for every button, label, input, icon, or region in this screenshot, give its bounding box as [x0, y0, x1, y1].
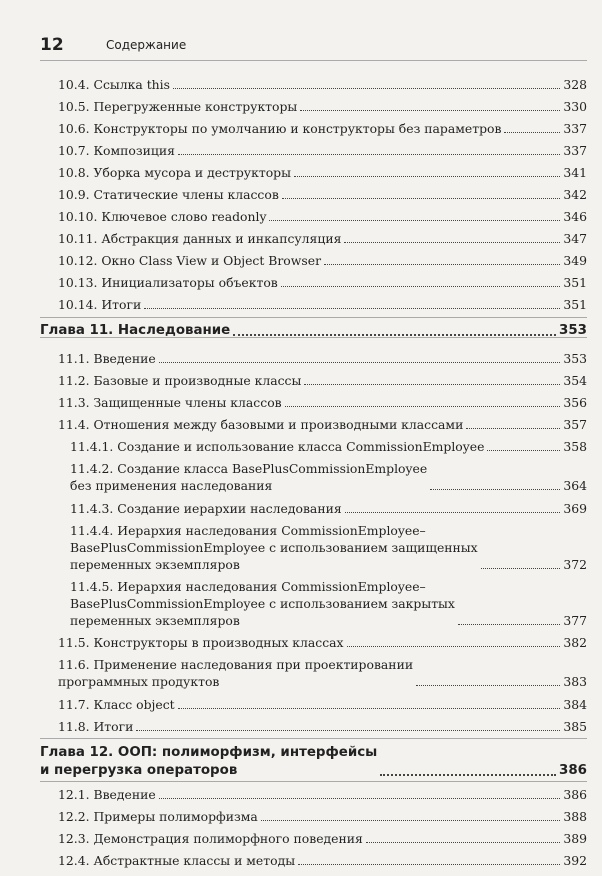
toc-entry-title: 11.4.3. Создание иерархии наследования	[70, 501, 342, 516]
dot-leader	[487, 450, 560, 451]
toc-entry-title: 11.4.1. Создание и использование класса CommissionEmployee	[70, 439, 485, 454]
toc-entry-title: 11.4. Отношения между базовыми и производными классами	[58, 417, 464, 432]
page-number: 12	[40, 35, 64, 55]
toc-entry[interactable]	[58, 274, 587, 291]
toc-entry-page: 353	[563, 351, 587, 366]
dot-leader	[366, 842, 561, 843]
toc-entry[interactable]	[58, 350, 587, 367]
toc-entry-page: 351	[563, 297, 587, 312]
toc-entry-title: 10.7. Композиция	[58, 143, 175, 158]
toc-entry[interactable]	[58, 208, 587, 225]
toc-chapter[interactable]	[40, 322, 587, 340]
toc-entry-title: 10.13. Инициализаторы объектов	[58, 275, 278, 290]
toc-entry[interactable]	[70, 522, 587, 573]
dot-leader	[282, 198, 561, 199]
toc-entry-page: 382	[563, 635, 587, 650]
dot-leader	[294, 176, 560, 177]
dot-leader	[269, 220, 560, 221]
toc-entry[interactable]	[70, 438, 587, 455]
toc-entry[interactable]	[58, 808, 587, 825]
dot-leader	[345, 512, 561, 513]
toc-entry-page: 386	[559, 763, 587, 778]
toc-entry-page: 389	[563, 831, 587, 846]
toc-entry-page: 385	[563, 719, 587, 734]
dot-leader	[300, 110, 560, 111]
toc-entry[interactable]	[58, 76, 587, 93]
toc-entry-title: 10.14. Итоги	[58, 297, 142, 312]
dot-leader	[430, 489, 560, 490]
dot-leader	[324, 264, 560, 265]
toc-entry-title: 11.4.2. Создание класса BasePlusCommissionEmployee без применения наследования	[70, 461, 428, 493]
toc-entry[interactable]	[58, 416, 587, 433]
dot-leader	[504, 132, 560, 133]
toc-entry[interactable]	[58, 164, 587, 181]
toc-entry-title: 10.11. Абстракция данных и инкапсуляция	[58, 231, 342, 246]
toc-entry-page: 347	[563, 231, 587, 246]
dot-leader	[481, 568, 561, 569]
toc-entry-title: 11.3. Защищенные члены классов	[58, 395, 282, 410]
toc-entry[interactable]	[58, 394, 587, 411]
toc-entry[interactable]	[58, 830, 587, 847]
dot-leader	[144, 308, 560, 309]
toc-entry[interactable]	[58, 296, 587, 313]
toc-entry[interactable]	[58, 656, 587, 690]
toc-entry-title: 10.5. Перегруженные конструкторы	[58, 99, 298, 114]
dot-leader	[285, 406, 561, 407]
toc-entry-title: Глава 11. Наследование	[40, 323, 231, 338]
chapter-rule	[40, 317, 587, 318]
toc-entry-title: 12.2. Примеры полиморфизма	[58, 809, 258, 824]
toc-entry-title: 10.8. Уборка мусора и деструкторы	[58, 165, 291, 180]
dot-leader	[159, 362, 561, 363]
toc-entry-page: 364	[563, 478, 587, 493]
toc-entry[interactable]	[58, 142, 587, 159]
dot-leader	[466, 428, 560, 429]
toc-entry-page: 377	[563, 613, 587, 628]
toc-entry-page: 358	[563, 439, 587, 454]
toc-entry-page: 337	[563, 143, 587, 158]
toc-entry-title: 11.4.5. Иерархия наследования CommissionEmployee– BasePlusCommissionEmployee с использованием закрытых переменных экземпляров	[70, 579, 455, 628]
toc-entry[interactable]	[58, 634, 587, 651]
toc-entry-page: 342	[563, 187, 587, 202]
toc-entry-title: 12.3. Демонстрация полиморфного поведения	[58, 831, 363, 846]
dot-leader	[344, 242, 560, 243]
toc-entry-page: 341	[563, 165, 587, 180]
toc-entry-title: 12.1. Введение	[58, 787, 156, 802]
toc-entry-page: 388	[563, 809, 587, 824]
toc-entry-title: 11.2. Базовые и производные классы	[58, 373, 302, 388]
dot-leader	[173, 88, 560, 89]
toc-entry-title: 10.9. Статические члены классов	[58, 187, 279, 202]
toc-entry-title: 12.4. Абстрактные классы и методы	[58, 853, 296, 868]
toc-entry-title: 10.6. Конструкторы по умолчанию и конструкторы без параметров	[58, 121, 502, 136]
toc-entry-page: 383	[563, 674, 587, 689]
toc-entry-page: 351	[563, 275, 587, 290]
toc-entry[interactable]	[70, 500, 587, 517]
toc-entry[interactable]	[58, 786, 587, 803]
toc-entry[interactable]	[58, 186, 587, 203]
dot-leader	[178, 708, 561, 709]
chapter-rule	[40, 738, 587, 739]
header-rule	[40, 60, 587, 61]
section-title: Содержание	[106, 38, 187, 52]
dot-leader	[304, 384, 560, 385]
dot-leader	[136, 730, 560, 731]
dot-leader	[416, 685, 560, 686]
toc-entry-page: 337	[563, 121, 587, 136]
toc-entry-page: 384	[563, 697, 587, 712]
toc-entry-page: 346	[563, 209, 587, 224]
toc-entry-title: 11.6. Применение наследования при проектировании программных продуктов	[58, 657, 414, 689]
dot-leader	[281, 286, 561, 287]
toc-entry[interactable]	[70, 578, 587, 629]
toc-entry-page: 386	[563, 787, 587, 802]
toc-entry-page: 369	[563, 501, 587, 516]
toc-entry[interactable]	[58, 98, 587, 115]
toc-entry-page: 354	[563, 373, 587, 388]
dot-leader	[233, 334, 556, 336]
toc-entry[interactable]	[70, 460, 587, 494]
toc-entry-page: 356	[563, 395, 587, 410]
toc-entry-page: 353	[559, 323, 587, 338]
toc-chapter[interactable]	[40, 744, 587, 780]
toc-entry-title: 11.7. Класс object	[58, 697, 175, 712]
dot-leader	[458, 624, 560, 625]
toc-entry-title: 11.1. Введение	[58, 351, 156, 366]
toc-entry-title: 10.12. Окно Class View и Object Browser	[58, 253, 321, 268]
dot-leader	[261, 820, 561, 821]
chapter-rule	[40, 781, 587, 782]
dot-leader	[178, 154, 560, 155]
toc-entry[interactable]	[58, 372, 587, 389]
toc-entry[interactable]	[58, 696, 587, 713]
toc-entry[interactable]	[58, 252, 587, 269]
toc-entry-title: 11.4.4. Иерархия наследования CommissionEmployee– BasePlusCommissionEmployee с использованием защищенных переменных экземпляров	[70, 523, 478, 572]
dot-leader	[298, 864, 560, 865]
dot-leader	[380, 774, 556, 776]
toc-entry-page: 357	[563, 417, 587, 432]
dot-leader	[159, 798, 561, 799]
toc-entry[interactable]	[58, 230, 587, 247]
toc-entry-page: 328	[563, 77, 587, 92]
toc-entry[interactable]	[58, 852, 587, 869]
toc-entry-title: 10.4. Ссылка this	[58, 77, 170, 92]
toc-entry[interactable]	[58, 120, 587, 137]
toc-entry-title: 11.5. Конструкторы в производных классах	[58, 635, 344, 650]
toc-entry-page: 330	[563, 99, 587, 114]
toc-entry-page: 372	[563, 557, 587, 572]
toc-entry-title: Глава 12. ООП: полиморфизм, интерфейсы и перегрузка операторов	[40, 745, 378, 778]
running-header	[40, 35, 187, 55]
toc-entry-title: 11.8. Итоги	[58, 719, 134, 734]
toc-entry-title: 10.10. Ключевое слово readonly	[58, 209, 267, 224]
dot-leader	[347, 646, 561, 647]
toc-entry-page: 349	[563, 253, 587, 268]
toc-entry[interactable]	[58, 718, 587, 735]
toc-entry-page: 392	[563, 853, 587, 868]
